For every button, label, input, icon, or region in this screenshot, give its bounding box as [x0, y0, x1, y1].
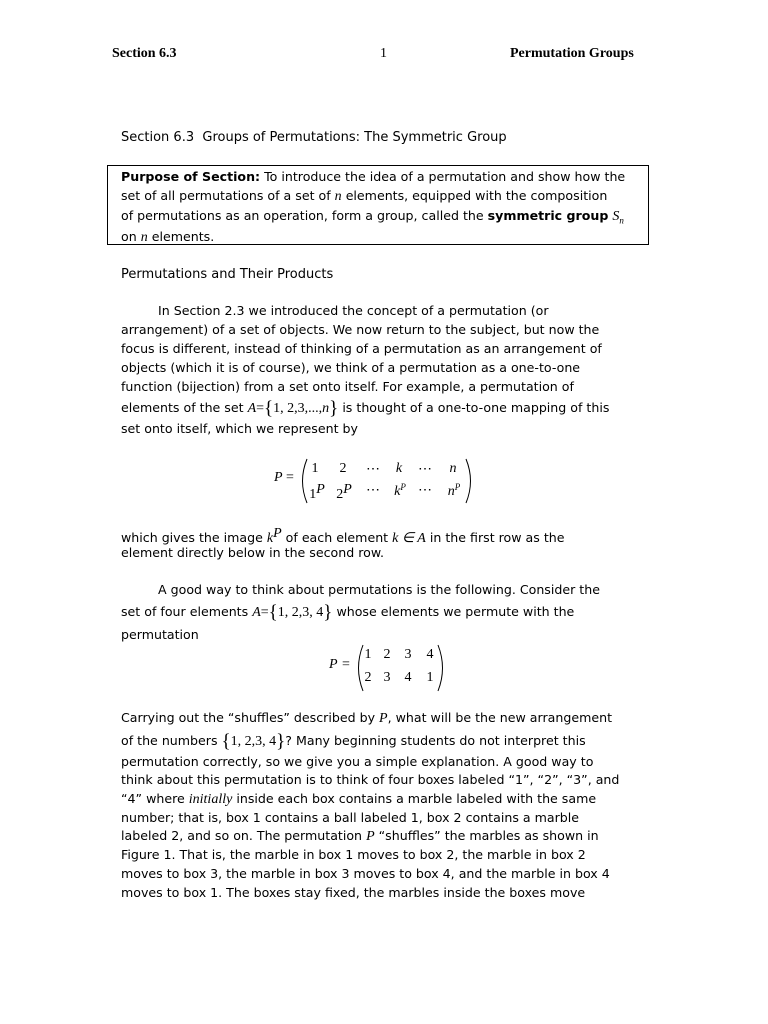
header-section: Section 6.3 — [112, 46, 177, 61]
para1-line-2: arrangement) of a set of objects. We now return to the subject, but now the — [121, 322, 600, 337]
para3-line-2: set of four elements A={1, 2,3, 4} whose elements we permute with the — [121, 602, 575, 623]
para1-line-7: set onto itself, which we represent by — [121, 421, 358, 436]
para1-line-3: focus is different, instead of thinking of a permutation as an arrangement of — [121, 341, 602, 356]
para4-line-5: “4” where initially inside each box contains a marble labeled with the same — [121, 791, 597, 807]
right-paren — [436, 644, 448, 692]
para1-line-1: In Section 2.3 we introduced the concept of a permutation (or — [158, 303, 549, 318]
purpose-line-4: on n elements. — [121, 229, 215, 245]
para1-line-4: objects (which it is of course), we think of a permutation as a one-to-one — [121, 360, 581, 375]
subheading: Permutations and Their Products — [121, 267, 334, 282]
page-number: 1 — [380, 46, 387, 61]
para4-line-2: of the numbers {1, 2,3, 4}? Many beginning students do not interpret this — [121, 731, 586, 752]
permutation-matrix-example: P = 1 2 3 4 2 3 4 1 — [326, 644, 456, 692]
para2-line-1: which gives the image $k^P$ of each element k ∈ A in the first row as the — [121, 526, 565, 546]
para4-line-3: permutation correctly, so we give you a simple explanation. A good way to — [121, 754, 594, 769]
symmetric-group-term: symmetric group — [487, 208, 609, 223]
para4-line-8: Figure 1. That is, the marble in box 1 moves to box 2, the marble in box 2 — [121, 847, 586, 862]
header-chapter: Permutation Groups — [510, 46, 634, 61]
permutation-matrix-general: P = 1 2 ⋯ k ⋯ n $1^P$ $2^P$ ⋯ $k^P$ ⋯ $n^P$ — [270, 458, 480, 504]
purpose-line-3: of permutations as an operation, form a group, called the symmetric group $S_n$ — [121, 208, 624, 226]
para4-line-4: think about this permutation is to think of four boxes labeled “1”, “2”, “3”, and — [121, 772, 620, 787]
para3-line-1: A good way to think about permutations is the following. Consider the — [158, 582, 600, 597]
section-title: Section 6.3 Groups of Permutations: The Symmetric Group — [121, 130, 507, 145]
para4-line-10: moves to box 1. The boxes stay fixed, the marbles inside the boxes move — [121, 885, 586, 900]
para2-line-2: element directly below in the second row. — [121, 545, 384, 560]
right-paren — [464, 458, 476, 504]
purpose-label: Purpose of Section: — [121, 169, 261, 184]
para1-line-6: elements of the set A={1, 2,3,...,n} is thought of a one-to-one mapping of this — [121, 398, 610, 419]
purpose-line-2: set of all permutations of a set of n elements, equipped with the composition — [121, 188, 608, 204]
para3-line-3: permutation — [121, 627, 199, 642]
purpose-line-1: Purpose of Section: To introduce the idea of a permutation and show how the — [121, 169, 626, 184]
para4-line-7: labeled 2, and so on. The permutation P “shuffles” the marbles as shown in — [121, 828, 599, 844]
para4-line-6: number; that is, box 1 contains a ball labeled 1, box 2 contains a marble — [121, 810, 580, 825]
para4-line-1: Carrying out the “shuffles” described by P, what will be the new arrangement — [121, 710, 613, 726]
para4-line-9: moves to box 3, the marble in box 3 moves to box 4, and the marble in box 4 — [121, 866, 610, 881]
para1-line-5: function (bijection) from a set onto itself. For example, a permutation of — [121, 379, 574, 394]
